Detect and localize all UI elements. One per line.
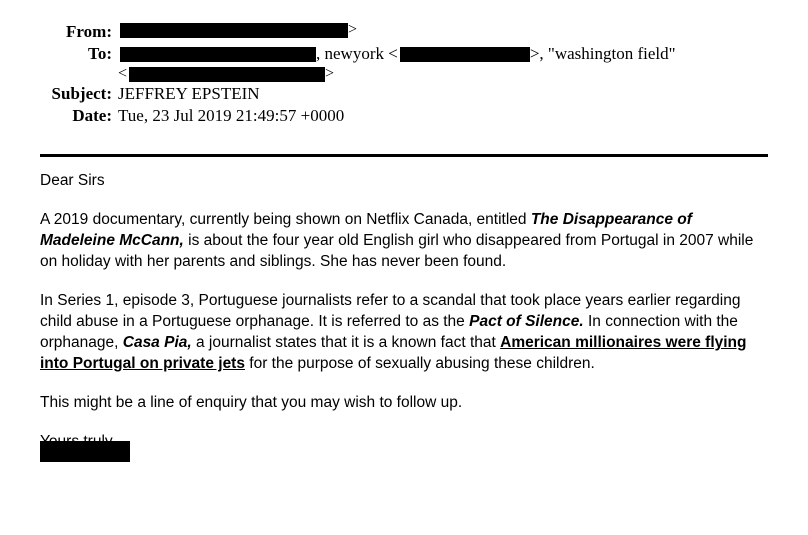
to-value [118, 44, 808, 64]
p1-text-2: is about the four year old English girl who disappeared from Portugal in 2007 while on holiday with her parents and siblings. She has never been found. [40, 232, 754, 270]
letter-paragraph-2 [40, 290, 770, 374]
header-row-date [0, 106, 808, 126]
letter-closing [40, 431, 770, 452]
redaction-bar-to-2 [400, 47, 530, 62]
p2-text-4: for the purpose of sexually abusing these children. [244, 355, 595, 372]
p2-text-1: In Series 1, episode 3, Portuguese journalists refer to a scandal that took place years earlier regarding child abuse in a Portuguese orphanage. It is referred to as the [40, 292, 741, 330]
header-row-to [0, 44, 808, 64]
pact-of-silence-phrase: Pact of Silence. [469, 313, 584, 330]
letter-body [40, 170, 770, 470]
to-angle-close: > [325, 65, 335, 82]
header-row-to-continued [0, 66, 808, 82]
header-body-divider [40, 154, 768, 157]
letter-paragraph-1 [40, 209, 770, 272]
to-extra-text-1: , newyork < [316, 44, 398, 63]
from-angle-close: > [348, 21, 358, 38]
redaction-bar-to-1 [120, 47, 316, 62]
letter-salutation: Dear Sirs [40, 172, 105, 189]
email-header [0, 0, 808, 126]
subject-value: JEFFREY EPSTEIN [118, 84, 260, 103]
header-row-from [0, 22, 808, 42]
p1-text-1: A 2019 documentary, currently being shown on Netflix Canada, entitled [40, 211, 531, 228]
date-label: Date: [72, 106, 112, 125]
subject-label: Subject: [51, 84, 112, 103]
casa-pia-phrase: Casa Pia, [122, 334, 192, 351]
header-row-subject [0, 84, 808, 104]
p2-text-3: a journalist states that it is a known fact that [191, 334, 501, 351]
redaction-bar-to-3 [129, 67, 325, 82]
redaction-bar-from [120, 23, 348, 38]
to-value-continued [118, 66, 808, 82]
p2-text-2: In connection with the orphanage, [40, 313, 738, 351]
emphasised-claim: American millionaires were flying into Portugal on private jets [40, 334, 747, 372]
letter-paragraph-3: This might be a line of enquiry that you may wish to follow up. [40, 394, 463, 411]
from-value [118, 22, 808, 38]
date-value: Tue, 23 Jul 2019 21:49:57 +0000 [118, 106, 345, 125]
to-label: To: [88, 44, 112, 63]
to-extra-text-2: >, "washington field" [529, 44, 676, 63]
from-label: From: [66, 22, 112, 41]
documentary-title: The Disappearance of Madeleine McCann, [40, 211, 692, 249]
redaction-bar-signature [40, 441, 130, 462]
to-angle-open: < [118, 65, 128, 82]
